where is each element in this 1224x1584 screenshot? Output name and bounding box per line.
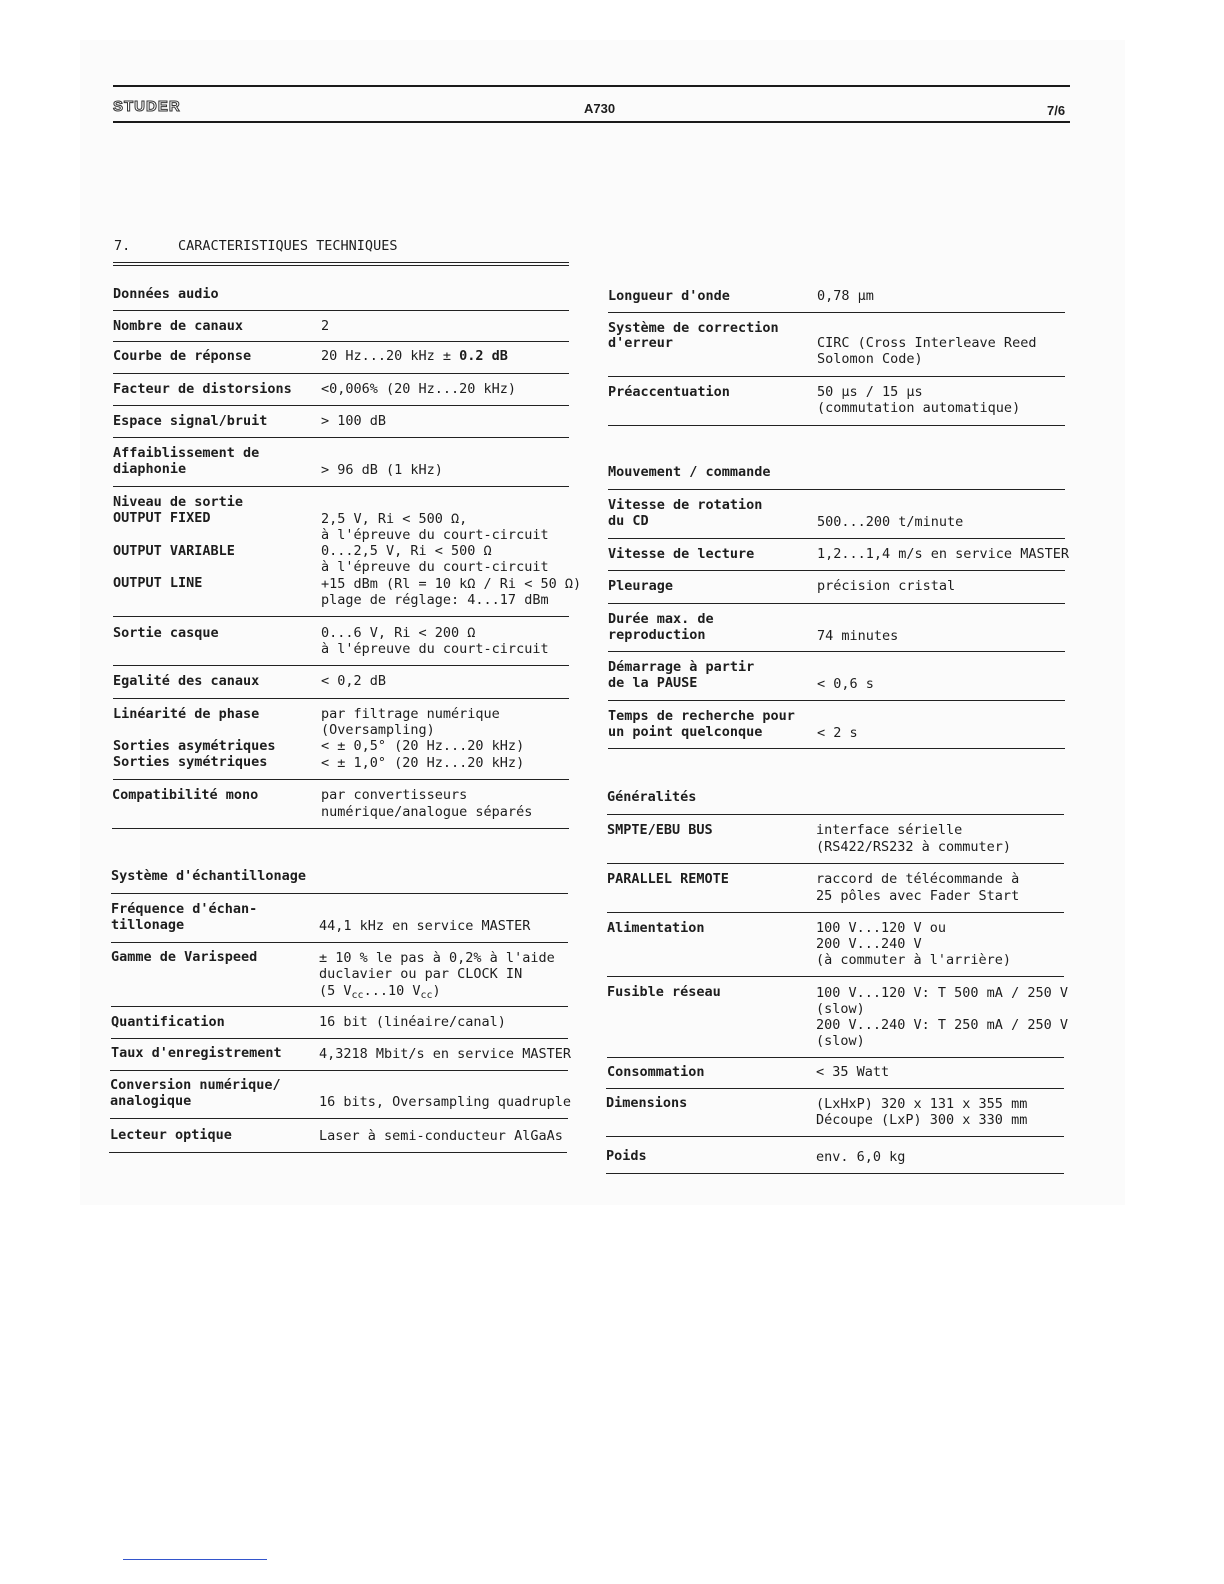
label-espace-signal-bruit: Espace signal/bruit — [113, 413, 268, 429]
label-consommation: Consommation — [607, 1064, 705, 1080]
label-sorties-symetriques: Sorties symétriques — [113, 754, 268, 770]
row-rule — [608, 748, 1065, 749]
row-rule — [607, 912, 1064, 913]
model-name: A730 — [584, 101, 616, 116]
heading-mouvement: Mouvement / commande — [608, 464, 771, 480]
row-rule — [113, 373, 569, 374]
varispeed-v-min: (5 V — [319, 983, 352, 999]
value-duree-max: 74 minutes — [817, 628, 899, 644]
row-rule — [113, 310, 569, 311]
value-courbe-tolerance: 0.2 dB — [459, 348, 508, 364]
row-rule — [608, 489, 1065, 490]
label-courbe-reponse: Courbe de réponse — [113, 348, 252, 364]
value-sortie-casque-2: à l'épreuve du court-circuit — [321, 641, 549, 657]
row-rule — [111, 942, 568, 943]
label-parallel-remote: PARALLEL REMOTE — [607, 871, 729, 887]
label-vitesse-rotation-2: du CD — [608, 513, 649, 529]
label-systeme-correction: Système de correction — [608, 320, 779, 336]
value-sortie-casque: 0...6 V, Ri < 200 Ω — [321, 625, 476, 641]
label-poids: Poids — [606, 1148, 647, 1164]
value-demarrage: < 0,6 s — [817, 676, 874, 692]
value-fusible-reseau-3: 200 V...240 V: T 250 mA / 250 V — [816, 1017, 1068, 1033]
row-rule — [113, 437, 569, 438]
value-compatibilite-mono: par convertisseurs — [321, 787, 468, 803]
label-temps-recherche: Temps de recherche pour — [608, 708, 795, 724]
label-niveau-sortie: Niveau de sortie — [113, 494, 244, 510]
label-facteur-distorsions: Facteur de distorsions — [113, 381, 292, 397]
value-fusible-reseau-2: (slow) — [816, 1001, 865, 1017]
value-courbe-reponse — [321, 348, 508, 364]
row-rule — [113, 486, 569, 487]
value-output-fixed-2: à l'épreuve du court-circuit — [321, 527, 549, 543]
row-rule — [607, 976, 1064, 977]
row-rule — [110, 1118, 568, 1119]
value-conversion: 16 bits, Oversampling quadruple — [319, 1094, 571, 1110]
value-sorties-asymetriques: < ± 0,5° (20 Hz...20 kHz) — [321, 738, 525, 754]
label-sortie-casque: Sortie casque — [113, 625, 219, 641]
varispeed-sub: cc — [351, 990, 364, 1001]
row-rule — [113, 665, 569, 666]
row-rule — [607, 863, 1064, 864]
label-nombre-canaux: Nombre de canaux — [113, 318, 244, 334]
row-rule — [607, 814, 1064, 815]
page-number: 7/6 — [1047, 103, 1066, 118]
value-dimensions: (LxHxP) 320 x 131 x 355 mm — [816, 1096, 1028, 1112]
label-sorties-asymetriques: Sorties asymétriques — [113, 738, 276, 754]
row-rule — [111, 893, 568, 894]
row-rule — [109, 1152, 567, 1153]
value-systeme-correction: CIRC (Cross Interleave Reed — [817, 335, 1037, 351]
label-preaccentuation: Préaccentuation — [608, 384, 730, 400]
value-lecteur-optique: Laser à semi-conducteur AlGaAs — [319, 1128, 563, 1144]
label-duree-max-2: reproduction — [608, 627, 706, 643]
label-egalite-canaux: Egalité des canaux — [113, 673, 260, 689]
row-rule — [113, 341, 569, 342]
brand-logo: STUDER — [113, 98, 181, 115]
value-alimentation: 100 V...120 V ou — [816, 920, 947, 936]
value-output-fixed: 2,5 V, Ri < 500 Ω, — [321, 511, 468, 527]
section-rule — [113, 262, 569, 263]
row-rule — [606, 1088, 1064, 1089]
label-lecteur-optique: Lecteur optique — [110, 1127, 232, 1143]
value-alimentation-2: 200 V...240 V — [816, 936, 922, 952]
row-rule — [608, 570, 1065, 571]
value-courbe-range: 20 Hz...20 kHz ± — [321, 348, 460, 364]
row-rule — [112, 828, 569, 829]
footer-rule — [123, 1559, 267, 1560]
label-conversion: Conversion numérique/ — [110, 1077, 281, 1093]
row-rule — [113, 405, 569, 406]
value-vitesse-lecture: 1,2...1,4 m/s en service MASTER — [817, 546, 1069, 562]
value-gamme-varispeed-3 — [319, 983, 441, 1004]
value-facteur-distorsions: <0,006% (20 Hz...20 kHz) — [321, 381, 517, 397]
label-duree-max: Durée max. de — [608, 611, 714, 627]
value-gamme-varispeed: ± 10 % le pas à 0,2% à l'aide — [319, 950, 555, 966]
row-rule — [113, 698, 569, 699]
value-espace-signal-bruit: > 100 dB — [321, 413, 387, 429]
row-rule — [608, 312, 1065, 313]
header-top-rule — [113, 85, 1070, 87]
value-alimentation-3: (à commuter à l'arrière) — [816, 952, 1012, 968]
label-quantification: Quantification — [111, 1014, 225, 1030]
label-demarrage: Démarrage à partir — [608, 659, 755, 675]
label-affaiblissement: Affaiblissement de — [113, 445, 260, 461]
value-parallel-remote: raccord de télécommande à — [816, 871, 1020, 887]
label-vitesse-rotation: Vitesse de rotation — [608, 497, 763, 513]
varispeed-sub-2: cc — [420, 990, 433, 1001]
value-smpte-ebu: interface sérielle — [816, 822, 963, 838]
value-linearite-phase-2: (Oversampling) — [321, 722, 435, 738]
value-output-variable-2: à l'épreuve du court-circuit — [321, 559, 549, 575]
value-longueur-onde: 0,78 µm — [817, 288, 874, 304]
label-vitesse-lecture: Vitesse de lecture — [608, 546, 755, 562]
label-alimentation: Alimentation — [607, 920, 705, 936]
row-rule — [110, 1070, 568, 1071]
row-rule — [608, 651, 1065, 652]
header-bottom-rule — [113, 121, 1070, 123]
value-taux-enregistrement: 4,3218 Mbit/s en service MASTER — [319, 1046, 571, 1062]
value-sorties-symetriques: < ± 1,0° (20 Hz...20 kHz) — [321, 755, 525, 771]
row-rule — [608, 425, 1065, 426]
value-frequence: 44,1 kHz en service MASTER — [319, 918, 531, 934]
varispeed-v-max: ...10 V — [363, 983, 421, 999]
value-fusible-reseau: 100 V...120 V: T 500 mA / 250 V — [816, 985, 1068, 1001]
row-rule — [608, 603, 1065, 604]
value-linearite-phase: par filtrage numérique — [321, 706, 500, 722]
value-output-line-2: plage de réglage: 4...17 dBm — [321, 592, 549, 608]
label-output-line: OUTPUT LINE — [113, 575, 203, 591]
section-rule-2 — [113, 265, 569, 266]
value-preaccentuation-2: (commutation automatique) — [817, 400, 1021, 416]
label-compatibilite-mono: Compatibilité mono — [112, 787, 259, 803]
row-rule — [113, 616, 569, 617]
section-title — [114, 238, 397, 254]
value-fusible-reseau-4: (slow) — [816, 1033, 865, 1049]
value-nombre-canaux: 2 — [321, 318, 330, 334]
section-number: 7. — [114, 238, 131, 254]
row-rule — [607, 1057, 1064, 1058]
section-title-text: CARACTERISTIQUES TECHNIQUES — [178, 238, 398, 254]
value-compatibilite-mono-2: numérique/analogue séparés — [321, 804, 533, 820]
row-rule — [111, 1006, 568, 1007]
value-quantification: 16 bit (linéaire/canal) — [319, 1014, 506, 1030]
row-rule — [113, 779, 569, 780]
value-systeme-correction-2: Solomon Code) — [817, 351, 923, 367]
row-rule — [111, 1038, 568, 1039]
label-smpte-ebu: SMPTE/EBU BUS — [607, 822, 713, 838]
label-pleurage: Pleurage — [608, 578, 674, 594]
value-vitesse-rotation: 500...200 t/minute — [817, 514, 964, 530]
heading-generalites: Généralités — [607, 789, 697, 805]
row-rule — [606, 1136, 1064, 1137]
row-rule — [608, 376, 1065, 377]
label-gamme-varispeed: Gamme de Varispeed — [111, 949, 258, 965]
value-parallel-remote-2: 25 pôles avec Fader Start — [816, 888, 1020, 904]
label-linearite-phase: Linéarité de phase — [113, 706, 260, 722]
label-taux-enregistrement: Taux d'enregistrement — [111, 1045, 282, 1061]
value-output-variable: 0...2,5 V, Ri < 500 Ω — [321, 543, 492, 559]
label-longueur-onde: Longueur d'onde — [608, 288, 730, 304]
row-rule — [606, 1173, 1064, 1174]
value-smpte-ebu-2: (RS422/RS232 à commuter) — [816, 839, 1012, 855]
heading-echantillonage: Système d'échantillonage — [111, 868, 307, 884]
row-rule — [608, 700, 1065, 701]
label-temps-recherche-2: un point quelconque — [608, 724, 763, 740]
label-systeme-correction-2: d'erreur — [608, 335, 674, 351]
value-poids: env. 6,0 kg — [816, 1149, 906, 1165]
row-rule — [608, 538, 1065, 539]
label-frequence: Fréquence d'échan- — [111, 901, 258, 917]
value-gamme-varispeed-2: duclavier ou par CLOCK IN — [319, 966, 523, 982]
value-preaccentuation: 50 µs / 15 µs — [817, 384, 923, 400]
label-fusible-reseau: Fusible réseau — [607, 984, 721, 1000]
heading-donnees-audio: Données audio — [113, 286, 219, 302]
varispeed-close: ) — [432, 983, 441, 999]
label-frequence-2: tillonage — [111, 917, 185, 933]
value-pleurage: précision cristal — [817, 578, 956, 594]
label-output-fixed: OUTPUT FIXED — [113, 510, 211, 526]
label-demarrage-2: de la PAUSE — [608, 675, 698, 691]
value-egalite-canaux: < 0,2 dB — [321, 673, 387, 689]
label-affaiblissement-2: diaphonie — [113, 461, 187, 477]
value-affaiblissement: > 96 dB (1 kHz) — [321, 462, 443, 478]
value-consommation: < 35 Watt — [816, 1064, 890, 1080]
label-conversion-2: analogique — [110, 1093, 192, 1109]
value-dimensions-2: Découpe (LxP) 300 x 330 mm — [816, 1112, 1028, 1128]
value-temps-recherche: < 2 s — [817, 725, 858, 741]
value-output-line: +15 dBm (Rl = 10 kΩ / Ri < 50 Ω) — [321, 576, 582, 592]
label-dimensions: Dimensions — [606, 1095, 688, 1111]
label-output-variable: OUTPUT VARIABLE — [113, 543, 235, 559]
